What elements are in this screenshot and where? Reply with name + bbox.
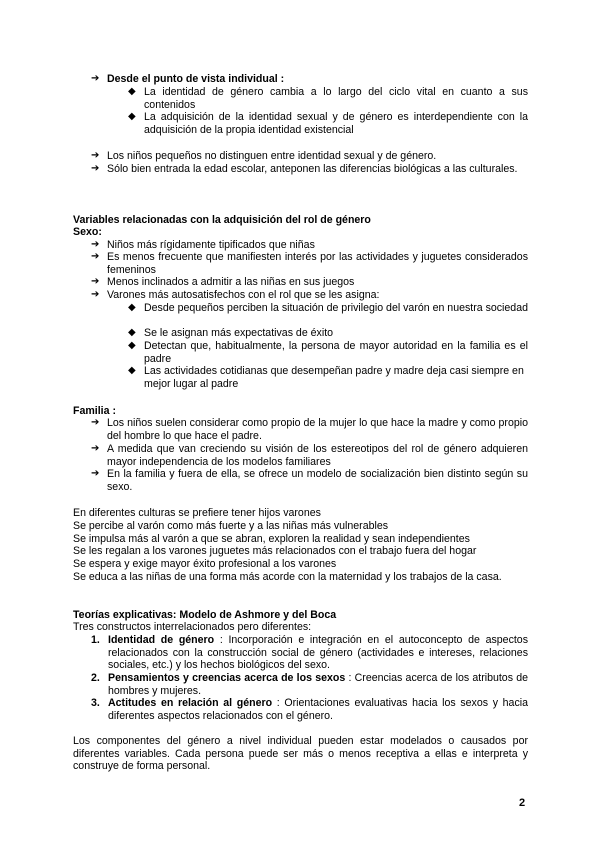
list-item-text: Niños más rígidamente tipificados que niñas	[107, 239, 315, 251]
list-item	[91, 443, 528, 468]
list-item	[91, 251, 528, 276]
list-item-text: Detectan que, habitualmente, la persona de mayor autoridad en la familia es el padre	[144, 340, 528, 365]
list-item	[128, 111, 528, 136]
list-item-text: Menos inclinados a admitir a las niñas en sus juegos	[107, 276, 355, 288]
diamond-bullet-icon: ◆	[128, 365, 136, 376]
item-term: Pensamientos y creencias acerca de los sexos	[108, 672, 346, 684]
list-item-text: La identidad de género cambia a lo largo del ciclo vital en cuanto a sus contenidos	[144, 86, 528, 111]
list-item-text: En la familia y fuera de ella, se ofrece un modelo de socialización bien distinto según su sexo.	[107, 468, 528, 493]
arrow-icon: ➔	[91, 468, 100, 479]
list-item	[91, 417, 528, 442]
diamond-bullet-icon: ◆	[128, 111, 136, 122]
item-description: : Incorporación e integración en el autoconcepto de aspectos relacionados con la construcción social de género (actividades e intereses, relaciones sociales, etc.) y los hechos biológicos del sexo.	[108, 634, 528, 672]
numbered-item	[91, 634, 528, 672]
list-item	[128, 365, 528, 390]
section-title: Teorías explicativas: Modelo de Ashmore y del Boca	[73, 609, 337, 621]
list-item-text: Sólo bien entrada la edad escolar, anteponen las diferencias biológicas a las culturales.	[107, 163, 518, 175]
diamond-bullet-icon: ◆	[128, 327, 136, 338]
list-item-text: Es menos frecuente que manifiesten interés por las actividades y juguetes considerados femeninos	[107, 251, 528, 276]
diamond-bullet-icon: ◆	[128, 86, 136, 97]
page-number: 2	[519, 797, 526, 809]
list-item	[91, 150, 528, 163]
list-item-text: Varones más autosatisfechos con el rol que se les asigna:	[107, 289, 380, 301]
text-line: Se percibe al varón como más fuerte y a las niñas más vulnerables	[73, 520, 389, 532]
text-line: Se impulsa más al varón a que se abran, exploren la realidad y sean independientes	[73, 533, 470, 545]
subsection-label: Familia :	[73, 405, 116, 417]
intro-text: Tres constructos interrelacionados pero diferentes:	[73, 621, 312, 633]
list-item	[128, 327, 528, 340]
numbered-item-text	[108, 672, 528, 697]
arrow-icon: ➔	[91, 73, 100, 84]
item-description: : Orientaciones evaluativas hacia los sexos y hacia diferentes aspectos relacionados con el género.	[108, 697, 528, 722]
item-term: Actitudes en relación al género	[108, 697, 273, 709]
list-item-text: La adquisición de la identidad sexual y de género es interdependiente con la adquisición de la propia identidad existencial	[144, 111, 528, 136]
arrow-icon: ➔	[91, 443, 100, 454]
item-number: 2.	[91, 672, 100, 684]
section-heading: Desde el punto de vista individual :	[107, 73, 285, 85]
list-item	[91, 289, 528, 302]
diamond-bullet-icon: ◆	[128, 302, 136, 313]
list-item-text: Los niños suelen considerar como propio de la mujer lo que hace la madre y como propio del hombre lo que hace el padre.	[107, 417, 528, 442]
list-item	[91, 239, 528, 252]
closing-paragraph: Los componentes del género a nivel individual pueden estar modelados o causados por diferentes variables. Cada persona puede ser más o menos receptiva a ellas e interpreta y construye de forma personal.	[73, 735, 528, 773]
item-term: Identidad de género	[108, 634, 215, 646]
list-item	[91, 276, 528, 289]
arrow-icon: ➔	[91, 417, 100, 428]
item-description: : Creencias acerca de los atributos de hombres y mujeres.	[108, 672, 528, 697]
list-item-text: Los niños pequeños no distinguen entre identidad sexual y de género.	[107, 150, 437, 162]
arrow-icon: ➔	[91, 150, 100, 161]
arrow-icon: ➔	[91, 276, 100, 287]
list-item	[128, 86, 528, 111]
item-number: 1.	[91, 634, 100, 646]
diamond-bullet-icon: ◆	[128, 340, 136, 351]
numbered-item	[91, 672, 528, 697]
list-item	[128, 340, 528, 365]
text-line: En diferentes culturas se prefiere tener hijos varones	[73, 507, 321, 519]
list-item	[91, 468, 528, 493]
list-item-text: Las actividades cotidianas que desempeñan padre y madre deja casi siempre en mejor lugar al padre	[144, 365, 524, 390]
arrow-icon: ➔	[91, 289, 100, 300]
text-line: Se les regalan a los varones juguetes más relacionados con el trabajo fuera del hogar	[73, 545, 477, 557]
list-item-text: A medida que van creciendo su visión de los estereotipos del rol de género adquieren mayor independencia de los modelos familiares	[107, 443, 528, 468]
numbered-item-text	[108, 634, 528, 672]
subsection-label: Sexo:	[73, 226, 102, 238]
text-line: Se educa a las niñas de una forma más acorde con la maternidad y los trabajos de la casa.	[73, 571, 502, 583]
arrow-icon: ➔	[91, 239, 100, 250]
list-item	[128, 302, 528, 315]
list-item-text: Se le asignan más expectativas de éxito	[144, 327, 334, 339]
section-title: Variables relacionadas con la adquisición del rol de género	[73, 214, 371, 226]
arrow-icon: ➔	[91, 163, 100, 174]
numbered-item	[91, 697, 528, 722]
list-item-text: Desde pequeños perciben la situación de privilegio del varón en nuestra sociedad	[144, 302, 528, 314]
numbered-item-text	[108, 697, 528, 722]
item-number: 3.	[91, 697, 100, 709]
list-item	[91, 163, 528, 176]
text-line: Se espera y exige mayor éxito profesional a los varones	[73, 558, 337, 570]
arrow-icon: ➔	[91, 251, 100, 262]
